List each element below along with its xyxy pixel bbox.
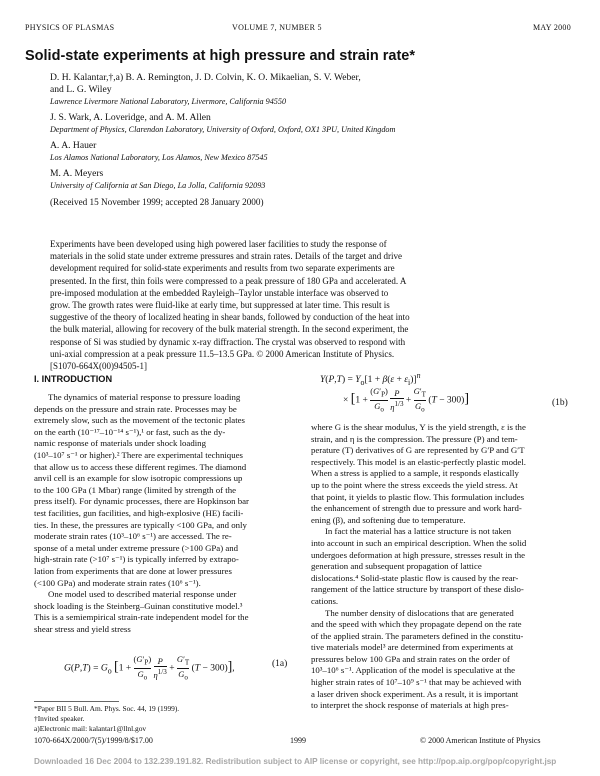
text-line: In fact the material has a lattice structure is not taken: [325, 526, 512, 537]
equation-number: (1b): [552, 398, 568, 408]
author-line: J. S. Wark, A. Loveridge, and A. M. Allen: [50, 112, 211, 123]
text-line: higher strain rates of 10⁷–10⁹ s⁻¹ that may be achieved with: [311, 677, 522, 688]
text-line: depends on the pressure and strain rate. Processes may be: [34, 403, 237, 414]
right-column-text: [311, 422, 574, 712]
author-line: D. H. Kalantar,†,a) B. A. Remington, J. D. Colvin, K. O. Mikaelian, S. V. Weber,: [50, 72, 361, 83]
affiliation: Lawrence Livermore National Laboratory, Livermore, California 94550: [50, 97, 287, 106]
abstract: [50, 238, 572, 372]
text-line: that point, it yields to plastic flow. This formulation includes: [311, 491, 525, 502]
abstract-line: development required for solid-state experiments and results from two separate experiments are: [50, 263, 395, 274]
text-line: shock loading is the Steinberg–Guinan constitutive model.³: [34, 600, 243, 611]
author-block: [50, 72, 570, 208]
text-line: respectively. This model is an elastic-perfectly plastic model.: [311, 456, 526, 467]
text-line: strain, and η is the compression. The pressure (P) and tem-: [311, 433, 518, 444]
text-line: This is a semiempirical strain-rate independent model for the: [34, 612, 249, 623]
text-line: rangement of the lattice structure by transport of these dislo-: [311, 584, 524, 595]
journal-name: PHYSICS OF PLASMAS: [25, 23, 115, 32]
text-line: generation and subsequent propagation of lattice: [311, 561, 482, 572]
text-line: cations.: [311, 595, 339, 606]
text-line: (10³–10⁷ s⁻¹ or higher).² There are experimental techniques: [34, 449, 243, 460]
text-line: tive materials model³ are determined from experiments at: [311, 642, 514, 653]
text-line: 10³–10⁶ s⁻¹. Application of the model is speculative at the: [311, 665, 516, 676]
affiliation: University of California at San Diego, La Jolla, California 92093: [50, 181, 266, 190]
text-line: pressures below 100 GPa and strain rates on the order of: [311, 653, 510, 664]
text-line: on the earth (10⁻¹⁷–10⁻¹⁴ s⁻¹),¹ or fast, such as the dy-: [34, 426, 226, 437]
text-line: ening (β), and softening due to temperature.: [311, 514, 466, 525]
text-line: that allow us to access these different regimes. The diamond: [34, 461, 247, 472]
abstract-line: presented. In the first, thin foils were compressed to a peak pressure of 180 GPa and accelerated. A: [50, 275, 407, 286]
abstract-line: the bulk material, allowing for recovery of the bulk material strength. In the second experiment, the: [50, 324, 409, 335]
issue-date: MAY 2000: [533, 23, 572, 32]
equation-1a: $G(P,T) = G_o$ [1 + $\frac{(G'_P)}{G_o}$ $\frac{P}{\eta^{1/3}}$ + $\frac{G'_T}{G_o} (T - 300)$],: [64, 654, 235, 682]
text-line: shear stress and yield stress: [34, 623, 131, 634]
text-line: and the speed with which they propagate depend on the rate: [311, 619, 522, 630]
abstract-line: [S1070-664X(00)94505-1]: [50, 361, 147, 372]
text-line: where G is the shear modulus, Y is the yield strength, ε is the: [311, 422, 526, 432]
text-line: The dynamics of material response to pressure loading: [48, 392, 241, 402]
text-line: up to the point where the stress exceeds the yield stress. At: [311, 479, 518, 490]
author-line: and L. G. Wiley: [50, 84, 112, 95]
text-line: namic response of materials under shock loading: [34, 438, 206, 449]
equation-1b: $Y(P,T) = Y_o[1 + \beta(\varepsilon + \varepsilon_i)]^n$: [320, 371, 421, 388]
text-line: dislocations.⁴ Solid-state plastic flow is caused by the rear-: [311, 572, 519, 583]
text-line: moderate strain rates (10³–10⁶ s⁻¹) are accessed. The re-: [34, 531, 232, 542]
abstract-line: Experiments have been developed using high powered laser facilities to study the response of: [50, 239, 387, 249]
affiliation: Department of Physics, Clarendon Laboratory, University of Oxford, Oxford, OX1 3PU, United Kingdom: [50, 125, 396, 134]
affiliation: Los Alamos National Laboratory, Los Alamos, New Mexico 87545: [50, 153, 268, 162]
abstract-line: response of Si was studied by dynamic x-ray diffraction. The crystal was observed to respond with: [50, 336, 406, 347]
text-line: press itself). For dynamic processes, there are Hopkinson bar: [34, 496, 249, 507]
volume-number: VOLUME 7, NUMBER 5: [232, 23, 322, 32]
text-line: perature (T) derivatives of G are represented by G′P and G′T: [311, 445, 525, 456]
text-line: anvil cell is an example for slow isotropic compressions up: [34, 473, 243, 484]
abstract-line: pre-imposed modulation at the embedded Rayleigh–Taylor unstable interface was observed to: [50, 287, 389, 298]
text-line: The number density of dislocations that are generated: [325, 607, 514, 618]
text-line: undergoes deformation at high pressure, stresses result in the: [311, 549, 526, 560]
text-line: extremely slow, such as the movement of the tectonic plates: [34, 415, 245, 426]
text-line: test facilities, gun facilities, and high-explosive (HE) facili-: [34, 507, 244, 518]
footnote: a)Electronic mail: kalantar1@llnl.gov: [34, 724, 147, 733]
left-column-text: [34, 392, 297, 635]
received-dates: (Received 15 November 1999; accepted 28 January 2000): [50, 197, 264, 207]
text-line: When a stress is applied to a sample, it responds elastically: [311, 468, 519, 479]
text-line: to the 100 GPa (1 Mbar) range (limited by strength of the: [34, 484, 237, 495]
text-line: (<100 GPa) and moderate strain rates (10⁶ s⁻¹).: [34, 577, 201, 588]
footnote: *Paper BII 5 Bull. Am. Phys. Soc. 44, 19 (1999).: [34, 704, 180, 713]
text-line: into account in such an empirical description. When the solid: [311, 537, 527, 548]
equation-number: (1a): [272, 659, 288, 669]
paper-title: Solid-state experiments at high pressure and strain rate*: [25, 48, 416, 64]
footnotes: [34, 704, 179, 734]
footnote: †Invited speaker.: [34, 714, 85, 723]
text-line: of the applied strain. The parameters defined in the constitu-: [311, 630, 524, 641]
page-number: 1999: [290, 736, 306, 745]
equation-1b-line2: × [1 + $\frac{(G'_P)}{G_o}$ $\frac{P}{\eta^{1/3}}$ + $\frac{G'_T}{G_o} (T - 300)$]: [343, 386, 470, 414]
footer-issn: 1070-664X/2000/7(5)/1999/8/$17.00: [34, 736, 153, 745]
text-line: the enhancement of strength due to pressure and work hard-: [311, 503, 522, 514]
abstract-line: grow. The growth rates were fluid-like at early time, but suppressed at later time. This result is: [50, 300, 390, 311]
section-heading: I. INTRODUCTION: [34, 374, 113, 384]
abstract-line: materials in the solid state under extreme pressures and strain rates. Details of the target and drive: [50, 251, 402, 262]
download-notice: Downloaded 16 Dec 2004 to 132.239.191.82. Redistribution subject to AIP license or copyright, see http://pop.aip.org/pop/copyright.jsp: [34, 757, 557, 766]
abstract-line: suggestive of the theory of localized heating in shear bands, followed by conduction of the heat into: [50, 312, 410, 323]
text-line: high-strain rate (>10⁷ s⁻¹) is typically inferred by extrapo-: [34, 554, 239, 565]
author-line: M. A. Meyers: [50, 168, 104, 179]
footer-copyright: © 2000 American Institute of Physics: [420, 736, 541, 745]
text-line: ties. In these, the pressures are typically <100 GPa, and only: [34, 519, 247, 530]
text-line: to interpret the shock response of materials at high pres-: [311, 700, 509, 711]
author-line: A. A. Hauer: [50, 140, 97, 151]
abstract-line: uni-axial compression at a peak pressure 11.5–13.5 GPa. © 2000 American Institute of Physics.: [50, 348, 395, 359]
text-line: One model used to described material response under: [48, 589, 237, 600]
text-line: sponse of a metal under extreme pressure (>100 GPa) and: [34, 542, 239, 553]
text-line: lation from experiments that are done at lower pressures: [34, 565, 232, 576]
text-line: a laser driven shock experiment. As a result, it is important: [311, 688, 519, 699]
